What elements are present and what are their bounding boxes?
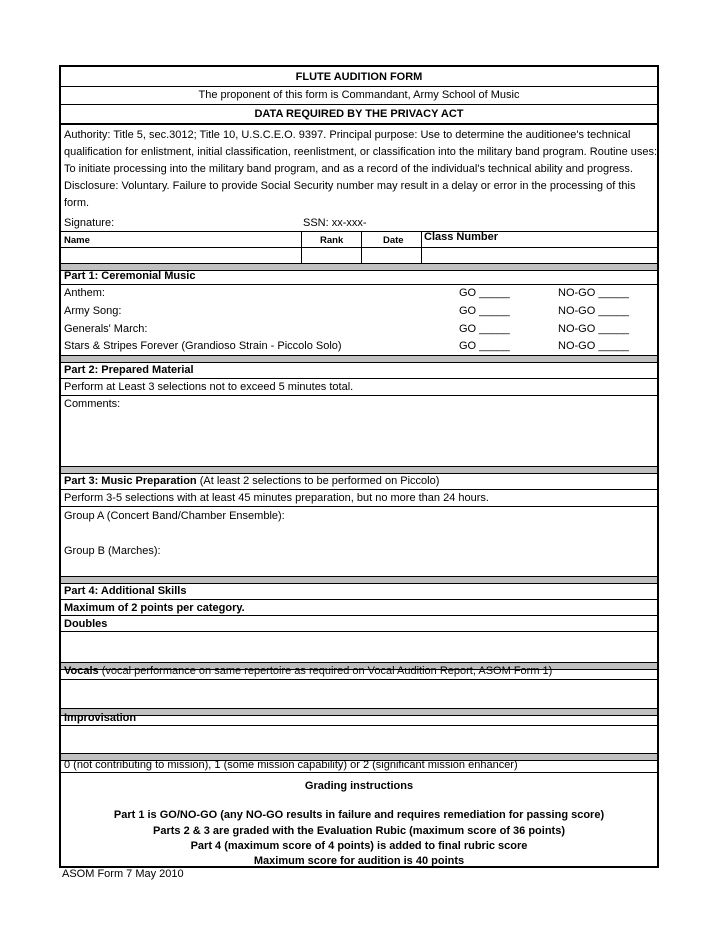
rank-field[interactable] bbox=[302, 248, 361, 264]
part2-title: Part 2: Prepared Material bbox=[64, 364, 194, 376]
nogo-field[interactable]: NO-GO _____ bbox=[558, 305, 629, 317]
vocals-heading bbox=[64, 665, 552, 678]
class-number-field[interactable] bbox=[422, 248, 659, 264]
doubles-field[interactable] bbox=[61, 632, 657, 662]
improvisation-field[interactable] bbox=[61, 726, 657, 754]
part1-item-label: Generals' March: bbox=[64, 323, 148, 335]
part1-title: Part 1: Ceremonial Music bbox=[64, 270, 196, 282]
date-label: Date bbox=[383, 235, 404, 246]
nogo-field[interactable]: NO-GO _____ bbox=[558, 287, 629, 299]
go-field[interactable]: GO _____ bbox=[459, 287, 510, 299]
grading-heading: Grading instructions bbox=[304, 780, 414, 792]
part1-item-label: Army Song: bbox=[64, 305, 122, 317]
date-field[interactable] bbox=[362, 248, 421, 264]
audition-form bbox=[59, 65, 659, 868]
privacy-heading: DATA REQUIRED BY THE PRIVACY ACT bbox=[254, 108, 464, 120]
part3-title-note: (At least 2 selections to be performed on Piccolo) bbox=[196, 475, 440, 487]
name-label: Name bbox=[64, 235, 90, 246]
grading-line: Maximum score for audition is 40 points bbox=[253, 855, 465, 867]
proponent-line: The proponent of this form is Commandant, Army School of Music bbox=[198, 89, 520, 101]
class-number-label: Class Number bbox=[424, 231, 498, 243]
scoring-scale: 0 (not contributing to mission), 1 (some mission capability) or 2 (significant mission enhancer) bbox=[64, 759, 518, 771]
grading-line: Part 1 is GO/NO-GO (any NO-GO results in failure and requires remediation for passing score) bbox=[113, 809, 605, 821]
part3-title: Part 3: Music Preparation bbox=[64, 475, 197, 487]
part3-instruction: Perform 3-5 selections with at least 45 minutes preparation, but no more than 24 hours. bbox=[64, 492, 489, 504]
signature-label: Signature: bbox=[64, 217, 115, 229]
doubles-label: Doubles bbox=[64, 618, 108, 630]
part1-item-label: Stars & Stripes Forever (Grandioso Strain - Piccolo Solo) bbox=[64, 340, 342, 352]
grading-line: Part 4 (maximum score of 4 points) is added to final rubric score bbox=[190, 840, 528, 852]
vocals-label: Vocals bbox=[64, 665, 99, 677]
group-a-label[interactable]: Group A (Concert Band/Chamber Ensemble): bbox=[64, 510, 285, 522]
nogo-field[interactable]: NO-GO _____ bbox=[558, 323, 629, 335]
part4-title: Part 4: Additional Skills bbox=[64, 585, 187, 597]
grading-line: Parts 2 & 3 are graded with the Evaluation Rubic (maximum score of 36 points) bbox=[153, 825, 565, 837]
go-field[interactable]: GO _____ bbox=[459, 340, 510, 352]
go-field[interactable]: GO _____ bbox=[459, 323, 510, 335]
rank-label: Rank bbox=[320, 235, 344, 246]
name-field[interactable] bbox=[61, 248, 301, 264]
form-footer: ASOM Form 7 May 2010 bbox=[62, 868, 184, 880]
privacy-statement: Authority: Title 5, sec.3012; Title 10, U.S.C.E.O. 9397. Principal purpose: Use to determine the auditionee's technical qualification for enlistment, initial classification, reenlistment, or classification into the military band program. Routine uses: To initiate processing into the military band program, and as a record of the individual's technical ability and progress. Disclosure: Voluntary. Failure to provide Social Security number may result in a delay or error in the processing of this form. bbox=[64, 129, 658, 209]
nogo-field[interactable]: NO-GO _____ bbox=[558, 340, 629, 352]
vocals-note: (vocal performance on same repertoire as required on Vocal Audition Report, ASOM Form 1) bbox=[98, 665, 553, 677]
form-title: FLUTE AUDITION FORM bbox=[295, 71, 423, 83]
vocals-field[interactable] bbox=[61, 680, 657, 709]
part2-instruction: Perform at Least 3 selections not to exceed 5 minutes total. bbox=[64, 381, 354, 393]
comments-label: Comments: bbox=[64, 398, 121, 410]
max-points-note: Maximum of 2 points per category. bbox=[64, 602, 245, 614]
ssn-label: SSN: xx-xxx- bbox=[303, 217, 367, 229]
part1-item-label: Anthem: bbox=[64, 287, 105, 299]
improvisation-label: Improvisation bbox=[64, 712, 137, 724]
group-b-label[interactable]: Group B (Marches): bbox=[64, 545, 161, 557]
comments-field[interactable] bbox=[61, 412, 657, 467]
part3-heading bbox=[64, 475, 439, 488]
go-field[interactable]: GO _____ bbox=[459, 305, 510, 317]
